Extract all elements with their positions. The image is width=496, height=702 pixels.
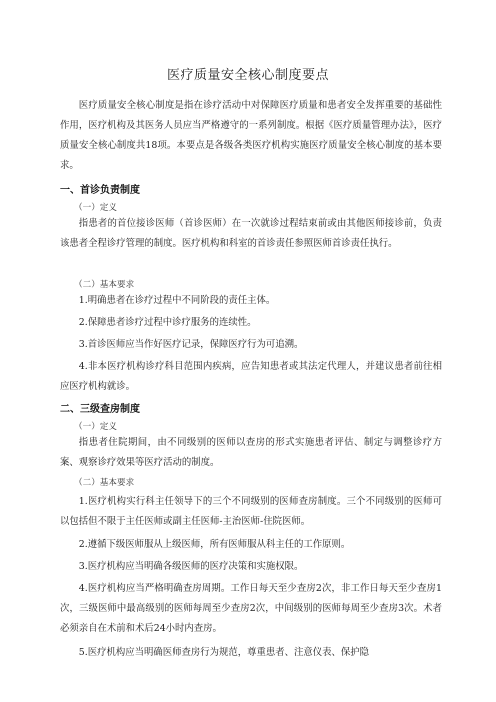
section-2-requirements-label: （二）基本要求 bbox=[74, 478, 135, 488]
section-1-definition-text: 指患者的首位接诊医师（首诊医师）在一次就诊过程结束前或由其他医师接诊前，负责该患者全程诊疗管理的制度。医疗机构和科室的首诊责任参照医师首诊责任执行。 bbox=[60, 218, 442, 249]
section-1-item-4: 4.非本医疗机构诊疗科目范围内疾病，应告知患者或其法定代理人，并建议患者前往相应医疗机构就诊。 bbox=[60, 361, 442, 392]
section-1-requirements-label: （二）基本要求 bbox=[74, 280, 135, 290]
intro-paragraph: 医疗质量安全核心制度是指在诊疗活动中对保障医疗质量和患者安全发挥重要的基础性作用，医疗机构及其医务人员应当严格遵守的一系列制度。根据《医疗质量管理办法》，医疗质量安全核心制度共18项。本要点是各级各类医疗机构实施医疗质量安全核心制度的基本要求。 bbox=[60, 100, 442, 171]
document-title: 医疗质量安全核心制度要点 bbox=[166, 68, 329, 83]
section-2-item-5: 5.医疗机构应当明确医师查房行为规范，尊重患者、注意仪表、保护隐 bbox=[78, 647, 369, 658]
section-1-item-3: 3.首诊医师应当作好医疗记录，保障医疗行为可追溯。 bbox=[78, 339, 304, 350]
section-1-definition-label: （一）定义 bbox=[74, 203, 117, 213]
section-2-item-3: 3.医疗机构应当明确各级医师的医疗决策和实施权限。 bbox=[78, 561, 304, 572]
section-2-item-2: 2.遵循下级医师服从上级医师，所有医师服从科主任的工作原则。 bbox=[78, 539, 351, 550]
section-2-item-4: 4.医疗机构应当严格明确查房周期。工作日每天至少查房2次，非工作日每天至少查房1次，三级医师中最高级别的医师每周至少查房2次，中间级别的医师每周至少查房3次。术者必须亲自在术前和术后24小时内查房。 bbox=[60, 583, 442, 634]
section-2-definition-text: 指患者住院期间，由不同级别的医师以查房的形式实施患者评估、制定与调整诊疗方案、观察诊疗效果等医疗活动的制度。 bbox=[60, 437, 442, 468]
section-2-definition-label: （一）定义 bbox=[74, 422, 117, 432]
section-2-item-1: 1.医疗机构实行科主任领导下的三个不同级别的医师查房制度。三个不同级别的医师可以包括但不限于主任医师或副主任医师-主治医师-住院医师。 bbox=[60, 496, 442, 527]
section-heading-1: 一、首诊负责制度 bbox=[60, 185, 140, 196]
section-1-item-2: 2.保障患者诊疗过程中诊疗服务的连续性。 bbox=[78, 317, 257, 328]
section-heading-2: 二、三级查房制度 bbox=[60, 404, 140, 415]
section-1-item-1: 1.明确患者在诊疗过程中不同阶段的责任主体。 bbox=[78, 295, 276, 306]
